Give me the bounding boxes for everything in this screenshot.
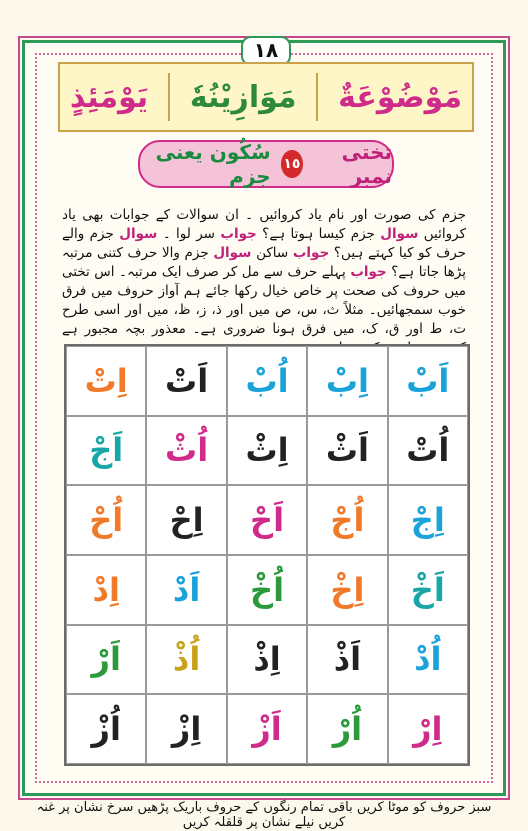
letter-grid [64,344,470,766]
letter-cell: اَخْ [388,555,468,625]
letter-cell: اِحْ [146,485,226,555]
letter-cell: اَدْ [146,555,226,625]
answer-label: جواب [220,226,257,242]
para-text: جزم کی صورت اور نام یاد کروائیں ۔ ان سوالات کے جوابات بھی یاد کروائیں [62,207,467,242]
letter-cell: اُتْ [388,416,468,486]
para-text: سر لوا ۔ [162,226,215,242]
letter-cell: اَبْ [388,346,468,416]
letter-cell: اِتْ [66,346,146,416]
letter-cell: اَتْ [146,346,226,416]
header-word: مَوْضُوْعَةٌ [338,79,463,115]
answer-label: جواب [292,245,330,261]
letter-cell: اُحْ [66,485,146,555]
letter-cell: اَحْ [227,485,307,555]
letter-cell: اِرْ [388,694,468,764]
lesson-title [138,140,394,188]
answer-label: جواب [350,264,387,280]
letter-cell: اِخْ [307,555,387,625]
letter-cell: اَرْ [66,625,146,695]
letter-cell: اِذْ [227,625,307,695]
letter-cell: اُذْ [146,625,226,695]
letter-cell: اُدْ [388,625,468,695]
question-label: سوال [380,226,419,242]
letter-cell: اُخْ [227,555,307,625]
header-divider [168,73,170,121]
para-text: جزم والے حرف کو کیا کہتے ہیں؟ [62,226,466,261]
para-text: ساکن [256,245,289,261]
footer-note: سبز حروف کو موٹا کریں باقی تمام رنگوں کے حروف باریک پڑھیں سرخ نشان پر غنہ کریں نیلے نشان پر قلقلہ کریں [36,800,492,830]
header-word: مَوَازِيْنُهٗ [189,79,297,115]
letter-cell: اَزْ [227,694,307,764]
lesson-subtitle: سُکُون یعنی جزم [155,140,271,188]
letter-cell: اِجْ [388,485,468,555]
instruction-paragraph [62,206,466,338]
letter-cell: اَجْ [66,416,146,486]
letter-cell: اُزْ [66,694,146,764]
para-text: پہلے حرف سے مل کر صرف ایک مرتبہ۔ اس تختی میں حروف کی صحت پر خاص خیال رکھا جائے ہم آواز حروف میں فرق خوب سمجھائیں۔ مثلاً ث، س، ص میں اور ذ، ز، ظ، میں اور اسی طرح ت، ط اور ق، ک، میں فرق ہونا ضروری ہے۔ معذور بچہ مجبور ہے [62,264,466,337]
letter-cell: اُبْ [227,346,307,416]
letter-cell: اِبْ [307,346,387,416]
letter-cell: اِدْ [66,555,146,625]
question-label: سوال [213,245,252,261]
letter-cell: اُجْ [307,485,387,555]
page-number: ١٨ [241,36,291,66]
letter-cell: اُرْ [307,694,387,764]
lesson-number-badge: ١٥ [281,150,303,178]
lesson-label: تختی نمبر [341,140,392,188]
letter-cell: اَذْ [307,625,387,695]
question-label: سوال [119,226,158,242]
header-word: يَوْمَئِذٍ [69,79,149,115]
header-words-box [58,62,474,132]
header-divider [316,73,318,121]
letter-cell: اِثْ [227,416,307,486]
para-text: جزم والا حرف کتنی مرتبہ پڑھا جاتا ہے؟ [62,245,467,280]
letter-cell: اَثْ [307,416,387,486]
para-text: جزم کیسا ہوتا ہے؟ [262,226,375,242]
letter-cell: اُثْ [146,416,226,486]
letter-cell: اِزْ [146,694,226,764]
